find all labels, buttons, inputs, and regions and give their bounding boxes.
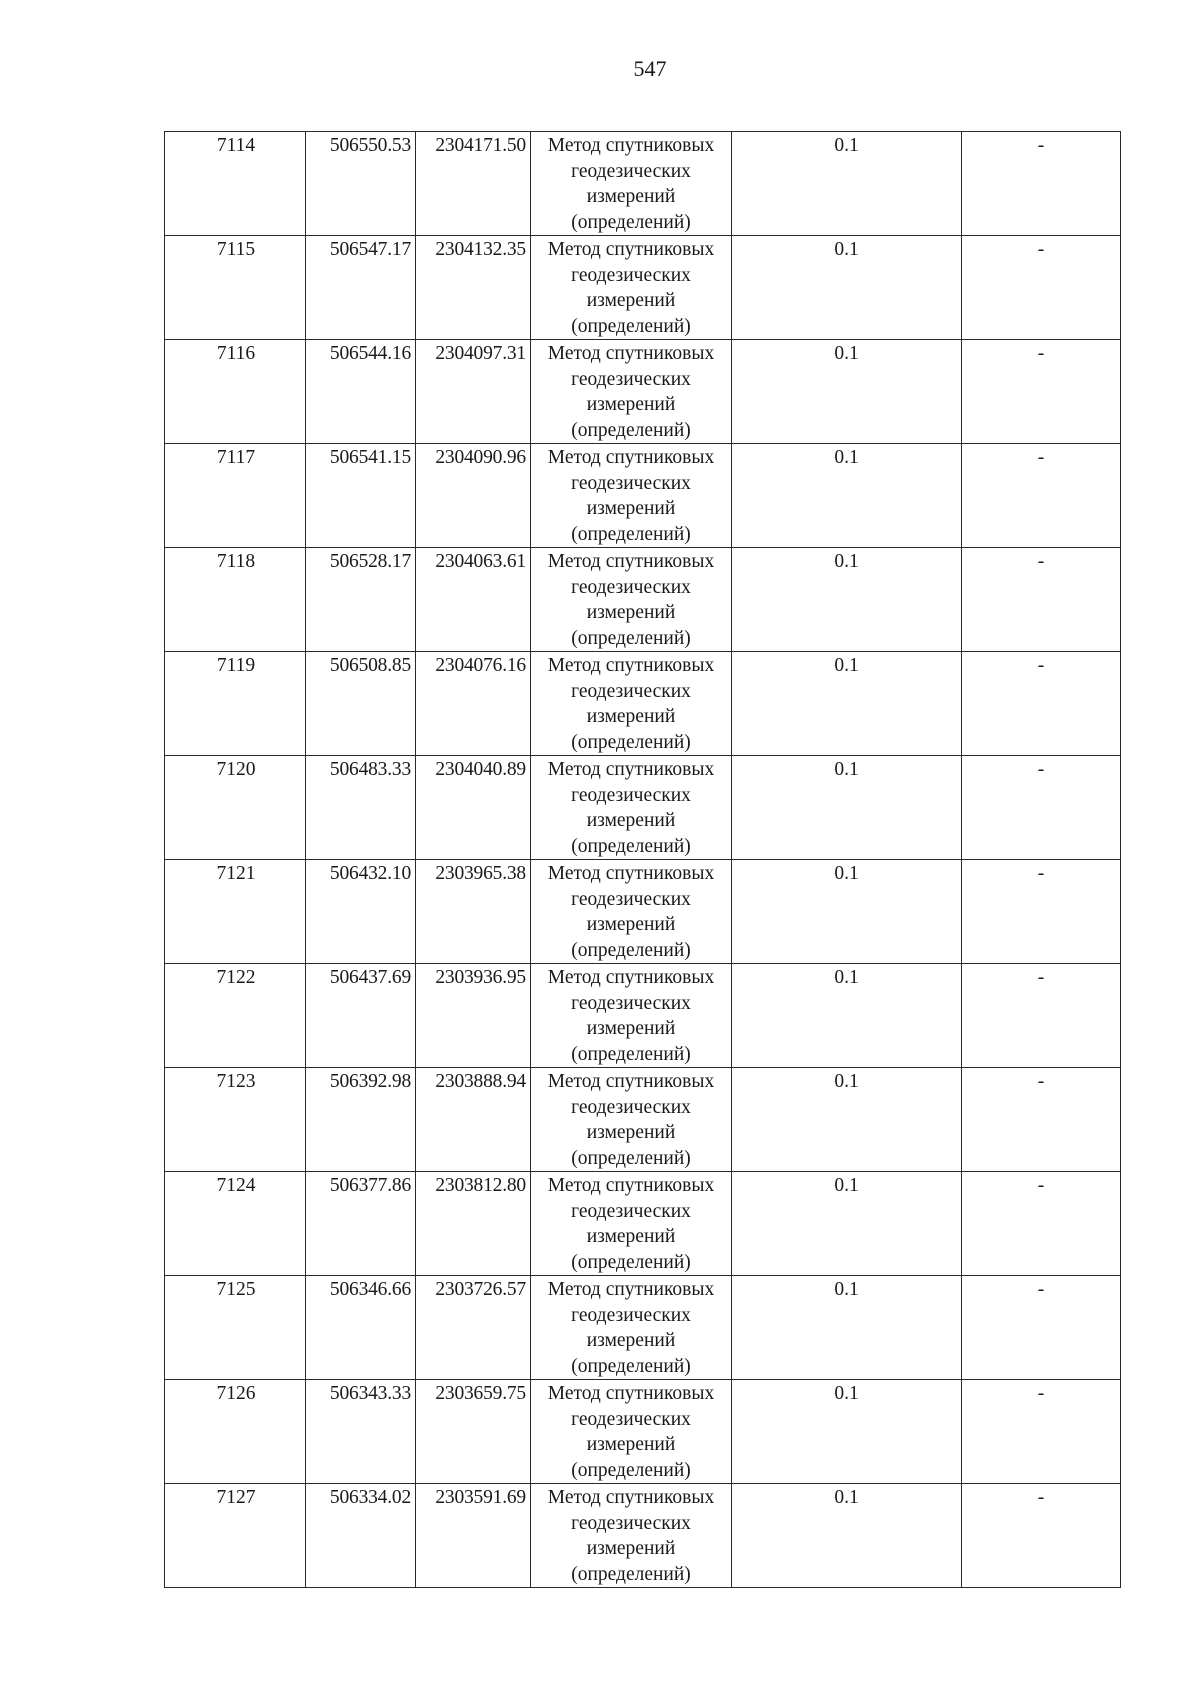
note-cell: - [962, 236, 1121, 340]
note-cell: - [962, 1172, 1121, 1276]
y-coordinate-cell: 2303591.69 [416, 1484, 531, 1588]
note-cell: - [962, 444, 1121, 548]
point-number-cell: 7127 [165, 1484, 306, 1588]
accuracy-cell: 0.1 [732, 444, 962, 548]
table-row [165, 1276, 1121, 1380]
y-coordinate-cell: 2304171.50 [416, 132, 531, 236]
x-coordinate-cell: 506541.15 [306, 444, 416, 548]
point-number-cell: 7123 [165, 1068, 306, 1172]
method-cell: Метод спутниковых геодезических измерений (определений) [531, 1484, 732, 1588]
x-coordinate-cell: 506437.69 [306, 964, 416, 1068]
table-row [165, 1484, 1121, 1588]
table-row [165, 444, 1121, 548]
table-row [165, 1068, 1121, 1172]
accuracy-cell: 0.1 [732, 860, 962, 964]
table-body [165, 132, 1121, 1588]
note-cell: - [962, 1276, 1121, 1380]
y-coordinate-cell: 2304132.35 [416, 236, 531, 340]
accuracy-cell: 0.1 [732, 1276, 962, 1380]
point-number-cell: 7119 [165, 652, 306, 756]
table-row [165, 652, 1121, 756]
note-cell: - [962, 340, 1121, 444]
x-coordinate-cell: 506392.98 [306, 1068, 416, 1172]
y-coordinate-cell: 2303936.95 [416, 964, 531, 1068]
accuracy-cell: 0.1 [732, 1484, 962, 1588]
point-number-cell: 7121 [165, 860, 306, 964]
page-number: 547 [633, 56, 667, 81]
table-row [165, 1172, 1121, 1276]
point-number-cell: 7120 [165, 756, 306, 860]
method-cell: Метод спутниковых геодезических измерений (определений) [531, 756, 732, 860]
x-coordinate-cell: 506432.10 [306, 860, 416, 964]
y-coordinate-cell: 2304063.61 [416, 548, 531, 652]
accuracy-cell: 0.1 [732, 236, 962, 340]
y-coordinate-cell: 2303812.80 [416, 1172, 531, 1276]
y-coordinate-cell: 2303726.57 [416, 1276, 531, 1380]
point-number-cell: 7114 [165, 132, 306, 236]
x-coordinate-cell: 506483.33 [306, 756, 416, 860]
method-cell: Метод спутниковых геодезических измерений (определений) [531, 1068, 732, 1172]
coordinates-table [164, 131, 1121, 1588]
y-coordinate-cell: 2303965.38 [416, 860, 531, 964]
method-cell: Метод спутниковых геодезических измерений (определений) [531, 1380, 732, 1484]
point-number-cell: 7118 [165, 548, 306, 652]
point-number-cell: 7115 [165, 236, 306, 340]
note-cell: - [962, 860, 1121, 964]
table-row [165, 236, 1121, 340]
note-cell: - [962, 756, 1121, 860]
x-coordinate-cell: 506528.17 [306, 548, 416, 652]
accuracy-cell: 0.1 [732, 340, 962, 444]
note-cell: - [962, 132, 1121, 236]
point-number-cell: 7126 [165, 1380, 306, 1484]
method-cell: Метод спутниковых геодезических измерений (определений) [531, 548, 732, 652]
note-cell: - [962, 1484, 1121, 1588]
table-row [165, 132, 1121, 236]
table-row [165, 756, 1121, 860]
note-cell: - [962, 548, 1121, 652]
table-row [165, 860, 1121, 964]
note-cell: - [962, 652, 1121, 756]
accuracy-cell: 0.1 [732, 548, 962, 652]
y-coordinate-cell: 2303659.75 [416, 1380, 531, 1484]
method-cell: Метод спутниковых геодезических измерений (определений) [531, 444, 732, 548]
point-number-cell: 7122 [165, 964, 306, 1068]
x-coordinate-cell: 506544.16 [306, 340, 416, 444]
table-row [165, 1380, 1121, 1484]
accuracy-cell: 0.1 [732, 1068, 962, 1172]
point-number-cell: 7116 [165, 340, 306, 444]
method-cell: Метод спутниковых геодезических измерений (определений) [531, 340, 732, 444]
method-cell: Метод спутниковых геодезических измерений (определений) [531, 964, 732, 1068]
method-cell: Метод спутниковых геодезических измерений (определений) [531, 236, 732, 340]
point-number-cell: 7117 [165, 444, 306, 548]
table-row [165, 548, 1121, 652]
x-coordinate-cell: 506346.66 [306, 1276, 416, 1380]
method-cell: Метод спутниковых геодезических измерений (определений) [531, 1276, 732, 1380]
accuracy-cell: 0.1 [732, 132, 962, 236]
point-number-cell: 7124 [165, 1172, 306, 1276]
y-coordinate-cell: 2304076.16 [416, 652, 531, 756]
note-cell: - [962, 1068, 1121, 1172]
y-coordinate-cell: 2304040.89 [416, 756, 531, 860]
accuracy-cell: 0.1 [732, 756, 962, 860]
accuracy-cell: 0.1 [732, 964, 962, 1068]
method-cell: Метод спутниковых геодезических измерений (определений) [531, 860, 732, 964]
note-cell: - [962, 964, 1121, 1068]
method-cell: Метод спутниковых геодезических измерений (определений) [531, 132, 732, 236]
method-cell: Метод спутниковых геодезических измерений (определений) [531, 652, 732, 756]
note-cell: - [962, 1380, 1121, 1484]
x-coordinate-cell: 506508.85 [306, 652, 416, 756]
accuracy-cell: 0.1 [732, 1380, 962, 1484]
x-coordinate-cell: 506377.86 [306, 1172, 416, 1276]
point-number-cell: 7125 [165, 1276, 306, 1380]
table-row [165, 964, 1121, 1068]
y-coordinate-cell: 2304097.31 [416, 340, 531, 444]
x-coordinate-cell: 506547.17 [306, 236, 416, 340]
x-coordinate-cell: 506343.33 [306, 1380, 416, 1484]
y-coordinate-cell: 2304090.96 [416, 444, 531, 548]
x-coordinate-cell: 506334.02 [306, 1484, 416, 1588]
method-cell: Метод спутниковых геодезических измерений (определений) [531, 1172, 732, 1276]
y-coordinate-cell: 2303888.94 [416, 1068, 531, 1172]
accuracy-cell: 0.1 [732, 1172, 962, 1276]
accuracy-cell: 0.1 [732, 652, 962, 756]
table-row [165, 340, 1121, 444]
x-coordinate-cell: 506550.53 [306, 132, 416, 236]
